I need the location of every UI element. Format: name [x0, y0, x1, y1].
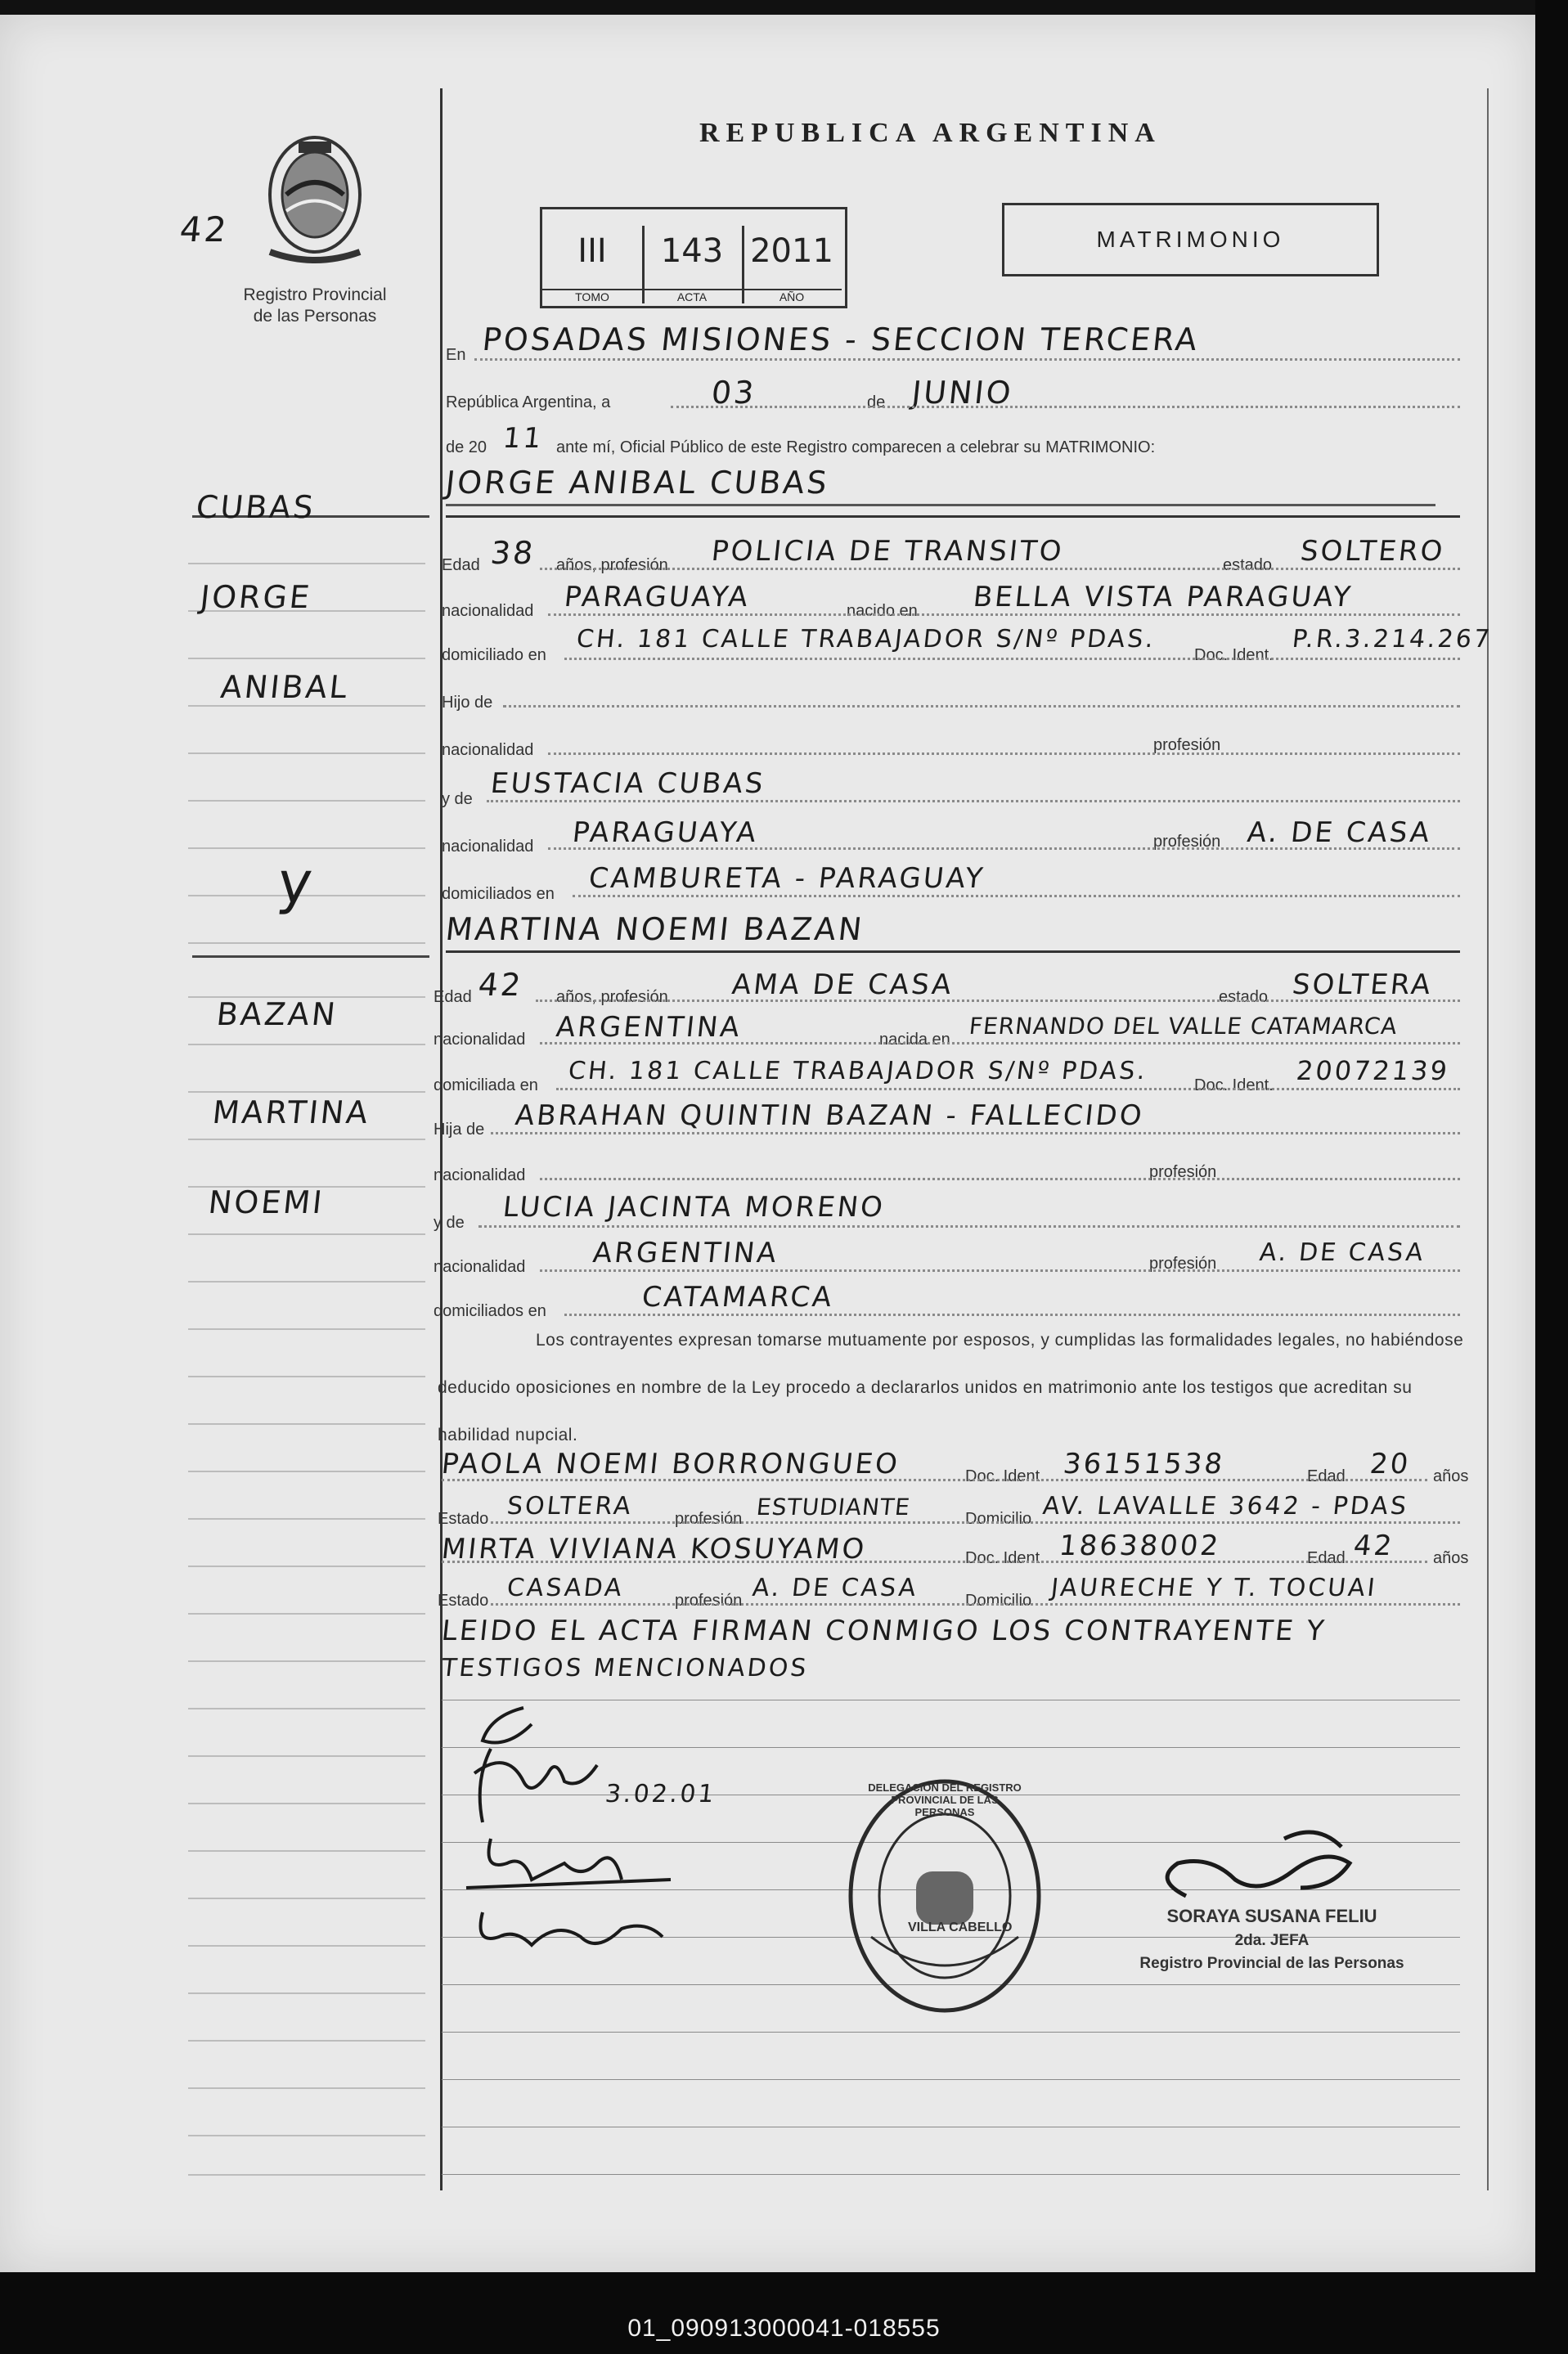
label-groom-nac: nacionalidad — [442, 602, 534, 620]
acta-value: 143 — [660, 232, 724, 270]
bride-mother-line — [478, 1225, 1460, 1228]
label-w1-prof: profesión — [675, 1510, 743, 1528]
anio-value: 2011 — [750, 232, 833, 270]
closing-line-1: LEIDO EL ACTA FIRMAN CONMIGO LOS CONTRAYENTE Y — [439, 1615, 1328, 1647]
act-type-box: MATRIMONIO — [1002, 203, 1379, 276]
label-w1-dom: Domicilio — [965, 1510, 1032, 1528]
groom-mother-line — [487, 800, 1460, 802]
label-de: de — [867, 393, 886, 411]
bride-section-rule — [446, 950, 1460, 953]
label-bride-father-nac: nacionalidad — [434, 1166, 526, 1184]
label-groom-dom: domiciliado en — [442, 646, 546, 664]
label-groom-father-prof: profesión — [1153, 736, 1221, 754]
groom-age: 38 — [488, 535, 537, 571]
month-value: JUNIO — [910, 375, 1015, 411]
bride-mother-profession: A. DE CASA — [1258, 1238, 1427, 1267]
w1-line-2 — [491, 1521, 1460, 1524]
groom-name-line — [446, 504, 1435, 506]
witness2-profession: A. DE CASA — [751, 1574, 920, 1602]
bride-parents-address: CATAMARCA — [640, 1281, 836, 1314]
seal-text: DELEGACION DEL REGISTRO PROVINCIAL DE LAS PERSONAS — [868, 1781, 1022, 1818]
bride-mother-nationality: ARGENTINA — [591, 1237, 780, 1269]
label-w2-dom: Domicilio — [965, 1592, 1032, 1610]
label-bride-mother-prof: profesión — [1149, 1255, 1217, 1273]
label-bride-father-prof: profesión — [1149, 1163, 1217, 1181]
groom-nat-line — [548, 613, 1460, 616]
year-suffix: 11 — [501, 422, 546, 455]
bride-age-line — [536, 1000, 1460, 1002]
w1-line — [442, 1479, 1427, 1481]
official-org: Registro Provincial de las Personas — [1139, 1955, 1404, 1972]
label-groom-prof: años, profesión — [556, 556, 668, 574]
label-year-prefix: de 20 — [446, 438, 487, 456]
label-w2-estado: Estado — [438, 1592, 489, 1610]
label-groom-yde: y de — [442, 790, 473, 808]
margin-bride-second: NOEMI — [206, 1184, 326, 1220]
bride-father-nat-line — [540, 1178, 1460, 1180]
groom-address: CH. 181 CALLE TRABAJADOR S/Nº PDAS. — [575, 625, 1157, 654]
document-title: REPUBLICA ARGENTINA — [699, 118, 1161, 148]
label-groom-mother-prof: profesión — [1153, 833, 1221, 851]
w2-line — [442, 1561, 1427, 1563]
place-line — [474, 358, 1460, 361]
right-border — [1487, 88, 1489, 2190]
anio-cell — [742, 226, 842, 303]
label-w2-anos: años — [1433, 1549, 1469, 1567]
official-title: 2da. JEFA — [1234, 1932, 1310, 1949]
scan-edge-right — [1535, 0, 1568, 2354]
place-value: POSADAS MISIONES - SECCION TERCERA — [480, 321, 1202, 357]
bride-birthplace: FERNANDO DEL VALLE CATAMARCA — [968, 1013, 1400, 1040]
registry-line-2: de las Personas — [253, 307, 377, 326]
witness1-doc: 36151538 — [1061, 1448, 1227, 1480]
bride-father: ABRAHAN QUINTIN BAZAN - FALLECIDO — [513, 1099, 1146, 1132]
label-groom-doc: Doc. Ident. — [1194, 646, 1274, 664]
scan-filename: 01_090913000041-018555 — [627, 2315, 941, 2342]
tomo-label: TOMO — [542, 289, 642, 303]
witness1-address: AV. LAVALLE 3642 - PDAS — [1041, 1492, 1410, 1521]
provincial-emblem-icon — [254, 129, 376, 268]
label-w1-doc: Doc. Ident. — [965, 1467, 1045, 1485]
seal-inner: VILLA CABELLO — [908, 1920, 1013, 1934]
bride-nat-line — [540, 1042, 1460, 1044]
witness2-name: MIRTA VIVIANA KOSUYAMO — [439, 1533, 869, 1566]
label-bride-estado: estado — [1219, 988, 1269, 1006]
date-line — [671, 406, 1460, 408]
page-number: 42 — [177, 209, 231, 249]
label-groom-parents-dom: domiciliados en — [442, 885, 555, 903]
groom-mother-nat-line — [548, 847, 1460, 850]
bride-parents-line — [564, 1314, 1460, 1316]
groom-age-line — [540, 568, 1460, 570]
groom-section-rule — [446, 515, 1460, 518]
groom-doc: P.R.3.214.267 — [1291, 625, 1494, 654]
label-bride-yde: y de — [434, 1214, 465, 1232]
label-groom-mother-nac: nacionalidad — [442, 838, 534, 856]
margin-groom-first: JORGE — [198, 579, 314, 615]
witness2-doc: 18638002 — [1057, 1530, 1223, 1562]
margin-divider — [440, 88, 443, 2190]
witness1-name: PAOLA NOEMI BORRONGUEO — [439, 1448, 901, 1480]
groom-dom-line — [564, 658, 1460, 660]
registry-name — [217, 285, 413, 327]
label-ante: ante mí, Oficial Público de este Registro comparecen a celebrar su MATRIMONIO: — [556, 438, 1156, 456]
anio-label: AÑO — [742, 289, 842, 303]
bride-father-line — [491, 1132, 1460, 1134]
label-w1-edad: Edad — [1307, 1467, 1346, 1485]
label-w2-edad: Edad — [1307, 1549, 1346, 1567]
label-bride-parents-dom: domiciliados en — [434, 1302, 546, 1320]
signature-fragment: 3.02.01 — [604, 1780, 718, 1808]
acta-label: ACTA — [642, 289, 742, 303]
label-en: En — [446, 346, 466, 364]
bride-mother-nat-line — [540, 1269, 1460, 1272]
label-groom-father-nac: nacionalidad — [442, 741, 534, 759]
groom-father-line — [548, 752, 1460, 755]
registry-line-1: Registro Provincial — [243, 285, 387, 304]
groom-profession: POLICIA DE TRANSITO — [709, 535, 1066, 568]
bride-name: MARTINA NOEMI BAZAN — [443, 911, 866, 947]
official-name: SORAYA SUSANA FELIU — [1166, 1906, 1377, 1926]
label-w2-doc: Doc. Ident. — [965, 1549, 1045, 1567]
margin-bride-first: MARTINA — [210, 1094, 372, 1130]
label-bride-mother-nac: nacionalidad — [434, 1258, 526, 1276]
groom-mother: EUSTACIA CUBAS — [488, 767, 767, 800]
label-bride-prof: años, profesión — [556, 988, 668, 1006]
groom-nationality: PARAGUAYA — [562, 581, 752, 613]
label-groom-estado: estado — [1223, 556, 1273, 574]
witness2-age: 42 — [1351, 1530, 1396, 1562]
label-groom-edad: Edad — [442, 556, 480, 574]
bride-address: CH. 181 CALLE TRABAJADOR S/Nº PDAS. — [567, 1057, 1149, 1085]
margin-groom-surname: CUBAS — [194, 489, 317, 525]
label-bride-nacida: nacida en — [879, 1031, 950, 1049]
groom-mother-profession: A. DE CASA — [1245, 816, 1434, 849]
bride-status: SOLTERA — [1290, 968, 1435, 1001]
label-groom-nacido: nacido en — [847, 602, 918, 620]
groom-mother-nationality: PARAGUAYA — [570, 816, 760, 849]
label-bride-nac: nacionalidad — [434, 1031, 526, 1049]
witness1-age: 20 — [1368, 1448, 1413, 1480]
groom-parents-address: CAMBURETA - PARAGUAY — [586, 862, 987, 895]
acta-cell — [642, 226, 744, 303]
day-value: 03 — [709, 375, 758, 411]
tomo-cell — [542, 226, 645, 303]
bride-profession: AMA DE CASA — [730, 968, 955, 1001]
witness1-status: SOLTERA — [505, 1492, 635, 1521]
bride-age: 42 — [476, 967, 525, 1003]
label-groom-hijo: Hijo de — [442, 694, 493, 712]
label-w1-anos: años — [1433, 1467, 1469, 1485]
tomo-acta-box — [540, 207, 847, 308]
label-bride-edad: Edad — [434, 988, 472, 1006]
groom-hijo-line — [503, 705, 1460, 708]
declaration-text: Los contrayentes expresan tomarse mutuamente por esposos, y cumplidas las formalidades legales, no habiéndose deducido oposiciones en nombre de la Ley procedo a declararlos unidos en matrimonio ante los testigos que acreditan su habilidad nupcial. — [438, 1331, 1464, 1444]
witness1-profession: ESTUDIANTE — [755, 1494, 912, 1521]
label-bride-hija: Hija de — [434, 1121, 485, 1139]
tomo-value: III — [577, 232, 607, 270]
document-page — [0, 15, 1536, 2272]
groom-birthplace: BELLA VISTA PARAGUAY — [971, 581, 1355, 613]
contracting-parties-signatures — [458, 1683, 736, 1994]
bride-doc: 20072139 — [1295, 1055, 1451, 1086]
bride-dom-line — [556, 1088, 1460, 1090]
margin-groom-second: ANIBAL — [218, 669, 352, 705]
closing-line-2: TESTIGOS MENCIONADOS — [440, 1654, 811, 1682]
w2-line-2 — [491, 1603, 1460, 1606]
witness2-status: CASADA — [505, 1574, 626, 1602]
margin-bride-surname: BAZAN — [214, 996, 339, 1032]
bride-nationality: ARGENTINA — [554, 1011, 744, 1044]
witness2-address: JAURECHE Y T. TOCUAI — [1049, 1574, 1379, 1602]
label-w1-estado: Estado — [438, 1510, 489, 1528]
label-bride-doc: Doc. Ident. — [1194, 1076, 1274, 1094]
margin-and-mark: y — [274, 849, 318, 916]
groom-name: JORGE ANIBAL CUBAS — [443, 465, 831, 501]
label-w2-prof: profesión — [675, 1592, 743, 1610]
groom-status: SOLTERO — [1298, 535, 1447, 568]
bride-mother: LUCIA JACINTA MORENO — [501, 1191, 887, 1224]
label-bride-dom: domiciliada en — [434, 1076, 538, 1094]
label-republica: República Argentina, a — [446, 393, 611, 411]
groom-parents-line — [573, 895, 1460, 897]
